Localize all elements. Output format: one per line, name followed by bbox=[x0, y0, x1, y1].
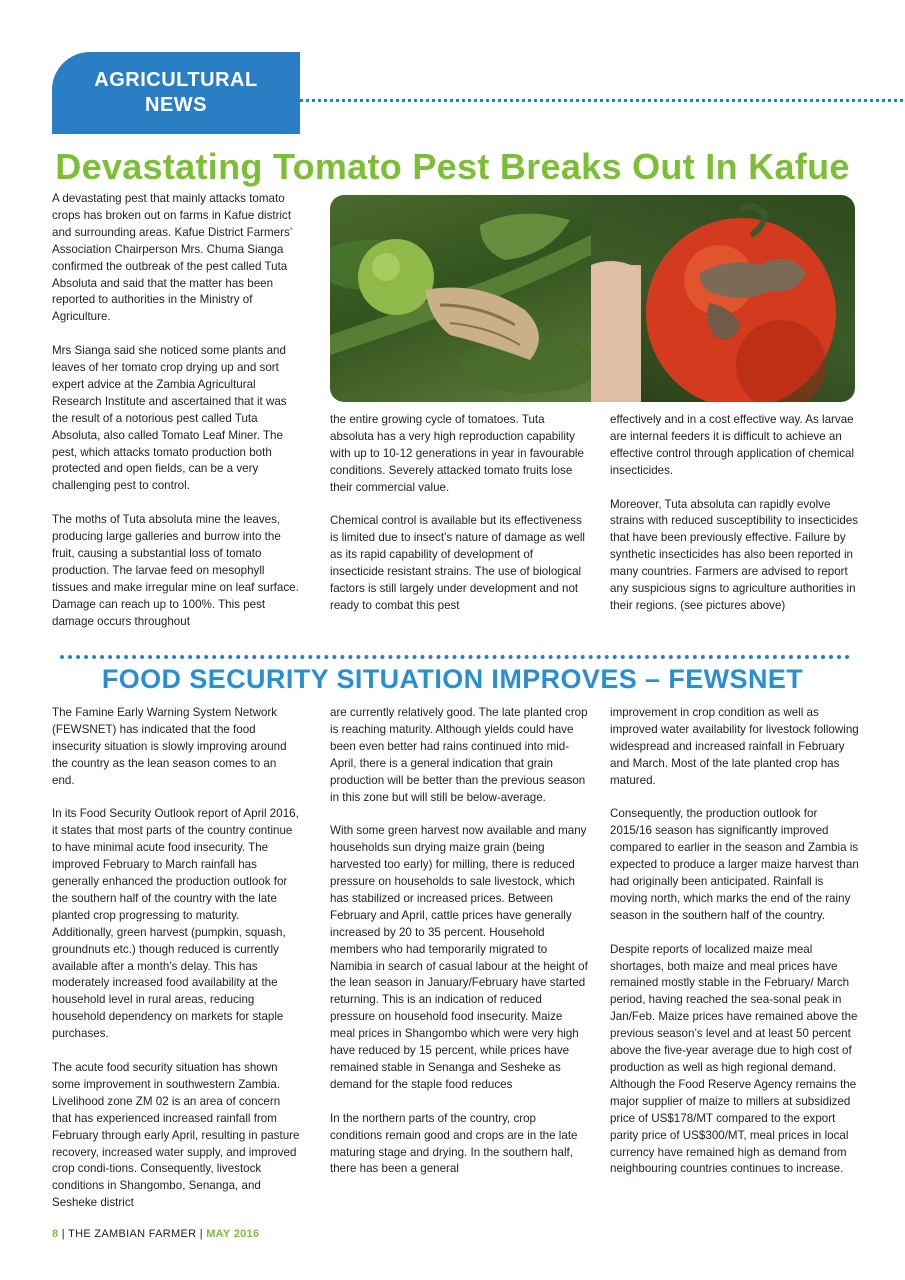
paragraph: Despite reports of localized maize meal shortages, both maize and meal prices have remained mostly stable in the February/ March period, having reached the sea-sonal peak in Jan/Feb. Maize prices have remained above the previous season’s level and at least 50 percent above the five-year average due to high cost of production as well as high regional demand. Although the Food Reserve Agency remains the major supplier of maize to millers at subsidized price of US$178/MT compared to the export parity price of US$300/MT, meal prices in local currency have remained high as demand from neighbouring countries continues to increase. bbox=[610, 942, 858, 1176]
photo-damaged-tomato bbox=[591, 195, 855, 402]
paragraph: the entire growing cycle of tomatoes. Tuta absoluta has a very high reproduction capability with up to 10-12 generations in year in favourable conditions. Severely attacked tomato fruits lose their commercial value. bbox=[330, 413, 584, 494]
article1-column2 bbox=[330, 412, 588, 615]
paragraph: effectively and in a cost effective way. As larvae are internal feeders it is difficult to achieve an effective control through application of chemical insecticides. bbox=[610, 413, 855, 477]
paragraph: The moths of Tuta absoluta mine the leaves, producing large galleries and burrow into the fruit, causing a substantial loss of tomato production. The larvae feed on mesophyll tissues and make irregular mine on leaf surface. Damage can reach up to 100%. This pest damage occurs throughout bbox=[52, 513, 299, 628]
paragraph: A devastating pest that mainly attacks tomato crops has broken out on farms in Kafue district and surrounding areas. Kafue District Farmers’ Association Chairperson Mrs. Chuma Sianga confirmed the outbreak of the pest called Tuta Absoluta and said that the matter has been reported to authorities in the Ministry of Agriculture. bbox=[52, 192, 292, 324]
paragraph: are currently relatively good. The late planted crop is reaching maturity. Although yields could have been even better had rains continued into mid-April, there is a general indication that grain production will be better than the previous season in this zone but will still be below-average. bbox=[330, 706, 588, 804]
article2-column3 bbox=[610, 705, 860, 1178]
tomato-pest-photos bbox=[330, 195, 855, 402]
section-dotted-divider bbox=[60, 655, 850, 659]
article2-column2 bbox=[330, 705, 588, 1178]
section-tab bbox=[52, 52, 300, 134]
paragraph: In its Food Security Outlook report of April 2016, it states that most parts of the country continue to have minimal acute food insecurity. The improved February to March rainfall has generally enhanced the production outlook for the southern half of the country with the late planted crop progressing to maturity. Additionally, green harvest (pumpkin, squash, groundnuts etc.) though reduced is currently available after a month’s delay. This has moderately increased food availability at the household level in rural areas, reducing household dependency on markets for staple purchases. bbox=[52, 807, 299, 1041]
section-tab-line1: AGRICULTURAL bbox=[94, 69, 258, 91]
footer-separator: | bbox=[58, 1228, 69, 1240]
paragraph: In the northern parts of the country, crop conditions remain good and crops are in the late maturing stage and drying. In the southern half, there has been a general bbox=[330, 1111, 578, 1176]
publication-name: THE ZAMBIAN FARMER bbox=[68, 1228, 197, 1240]
page-number: 8 bbox=[52, 1228, 59, 1240]
top-dotted-divider bbox=[300, 99, 903, 102]
paragraph: Mrs Sianga said she noticed some plants and leaves of her tomato crop drying up and sort expert advice at the Zambia Agricultural Research Institute and ascertained that it was the result of a notorious pest called Tuta Absoluta, also called Tomato Leaf Miner. The pest, which attacks tomato production both protected and open fields, can be a very challenging pest to control. bbox=[52, 344, 287, 493]
article2-column1 bbox=[52, 705, 302, 1212]
photo-damaged-leaf bbox=[330, 195, 591, 402]
paragraph: Moreover, Tuta absoluta can rapidly evolve strains with reduced susceptibility to insecticides that have been previously effective. Failure by synthetic insecticides has also been reported in many countries. Farmers are advised to report any suspicious signs to agriculture authorities in their regions. (see pictures above) bbox=[610, 497, 859, 612]
article2-title: FOOD SECURITY SITUATION IMPROVES – FEWSNET bbox=[101, 664, 804, 694]
paragraph: Chemical control is available but its effectiveness is limited due to insect’s nature of damage as well as its rapid capability of development of insecticide resistant strains. The use of biological factors is still largely under development and not ready to combat this pest bbox=[330, 514, 585, 612]
page-footer bbox=[52, 1228, 259, 1240]
section-tab-line2: NEWS bbox=[145, 94, 207, 116]
paragraph: Consequently, the production outlook for 2015/16 season has significantly improved compared to earlier in the season and Zambia is expected to produce a larger maize harvest than had originally been anticipated. Rainfall is moving north, which marks the end of the rainy season in the southern half of the country. bbox=[610, 807, 859, 922]
article1-title: Devastating Tomato Pest Breaks Out In Kafue bbox=[55, 146, 850, 187]
paragraph: The Famine Early Warning System Network (FEWSNET) has indicated that the food insecurity situation is slowly improving around the country as the lean season comes to an end. bbox=[52, 706, 287, 787]
paragraph: With some green harvest now available and many households sun drying maize grain (being harvested too early) for milling, there is reduced pressure on households to sale livestock, which has stabilized or increased prices. Between February and April, cattle prices have generally increased by 20 to 35 percent. Household members who had temporarily migrated to Namibia in search of casual labour at the height of the lean season in January/February have started returning. This is an indication of reduced pressure on household food insecurity. Maize meal prices in Shangombo which were very high have reduced by 15 percent, while prices have remained stable in Senanga and Sesheke as demand for the staple food reduces bbox=[330, 824, 588, 1091]
tomato-damage-illustration bbox=[591, 195, 855, 402]
article1-column3 bbox=[610, 412, 860, 615]
article1-column1 bbox=[52, 191, 300, 631]
paragraph: improvement in crop condition as well as improved water availability for livestock following widespread and increased rainfall in February and March. Most of the late planted crop has matured. bbox=[610, 706, 859, 787]
footer-separator: | bbox=[196, 1228, 207, 1240]
paragraph: The acute food security situation has shown some improvement in southwestern Zambia. Livelihood zone ZM 02 is an area of concern that has experienced increased rainfall from February through early April, resulting in pasture recovery, increased water supply, and improved crop condi-tions. Consequently, livestock conditions in Shangombo, Senanga, and Sesheke district bbox=[52, 1061, 300, 1210]
leaf-damage-illustration bbox=[330, 195, 591, 402]
issue-date: MAY 2016 bbox=[206, 1228, 260, 1240]
